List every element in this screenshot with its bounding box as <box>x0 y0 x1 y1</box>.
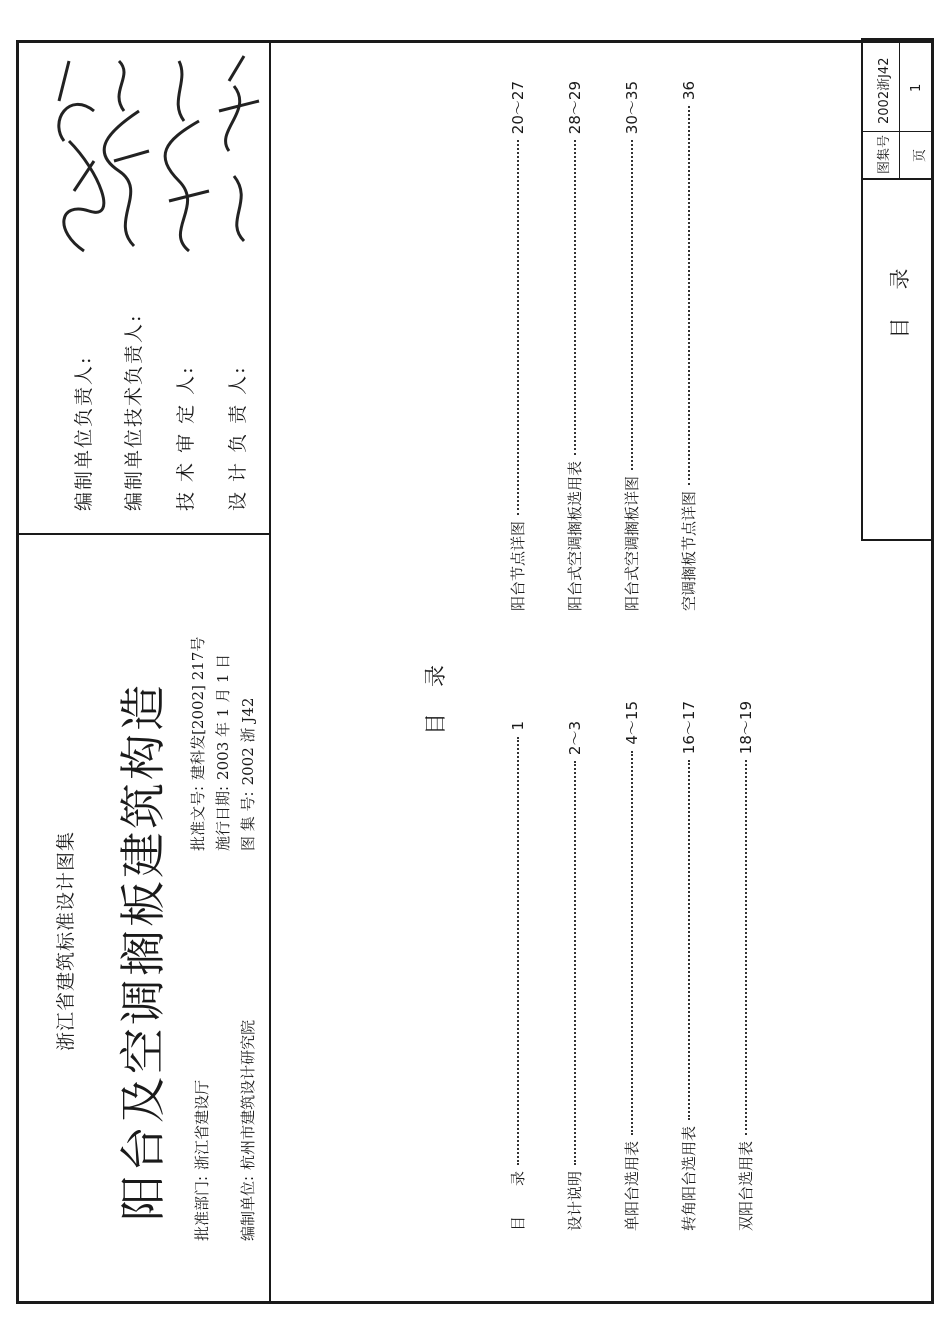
effective-date-value: 2003 年 1 月 1 日 <box>214 653 232 780</box>
toc-item-title: 转角阳台选用表 <box>680 1125 698 1231</box>
toc-leader <box>688 106 690 485</box>
toc-item[interactable] <box>678 81 699 611</box>
effective-date-label: 施行日期: <box>214 785 232 851</box>
toc-item[interactable] <box>621 81 642 611</box>
toc-leader <box>574 140 576 455</box>
toc-item[interactable] <box>735 701 756 1231</box>
toc-item[interactable] <box>564 721 585 1231</box>
toc-item-pages: 30～35 <box>623 81 641 135</box>
sig-role: 设 计 负 责 人: <box>227 365 249 511</box>
sig-row-unit-head <box>69 276 96 511</box>
approval-dept <box>191 1080 212 1241</box>
toc-item-title: 目 录 <box>509 1170 527 1231</box>
toc-item-pages: 1 <box>509 721 527 731</box>
sig-row-reviewer <box>171 276 198 511</box>
toc-item-title: 阳台式空调搁板选用表 <box>566 460 584 611</box>
toc-heading: 目录 <box>424 638 449 735</box>
sheet-title: 目录 <box>887 240 912 339</box>
toc-leader <box>745 760 747 1135</box>
approval-doc <box>187 637 208 851</box>
toc-item-pages: 20～27 <box>509 81 527 135</box>
title-block-meta <box>861 40 934 180</box>
page-value: 1 <box>909 83 924 92</box>
toc-item[interactable] <box>564 81 585 611</box>
compile-unit-label: 编制单位: <box>239 1175 257 1241</box>
toc-item[interactable] <box>507 81 528 611</box>
toc-item-pages: 18～19 <box>737 701 755 755</box>
page-label: 页 <box>913 148 928 162</box>
toc-leader <box>631 751 633 1135</box>
sig-role: 编制单位负责人: <box>73 355 95 511</box>
sig-row-designer <box>223 276 250 511</box>
compile-unit <box>237 1020 258 1241</box>
sig-role: 编制单位技术负责人: <box>123 313 145 511</box>
toc-item[interactable] <box>678 701 699 1231</box>
toc-item-title: 阳台节点详图 <box>509 520 527 611</box>
toc-item-title: 阳台式空调搁板详图 <box>623 475 641 611</box>
toc-item-title: 单阳台选用表 <box>623 1140 641 1231</box>
approval-dept-label: 批准部门: <box>193 1175 211 1241</box>
toc-leader <box>517 737 519 1165</box>
series-name: 浙江省建筑标准设计图集 <box>55 830 77 1051</box>
drawing-sheet <box>16 40 934 1304</box>
atlas-no-label: 图 集 号: <box>239 791 257 851</box>
atlas-value: 2002浙J42 <box>877 57 892 124</box>
main-title: 阳台及空调搁板建筑构造 <box>116 682 170 1221</box>
sig-row-tech-head <box>119 276 146 511</box>
handwritten-signatures <box>39 51 264 261</box>
toc-item-title: 双阳台选用表 <box>737 1140 755 1231</box>
toc-leader <box>631 140 633 470</box>
toc-item-pages: 28～29 <box>566 81 584 135</box>
toc-item[interactable] <box>507 721 528 1231</box>
toc-item[interactable] <box>621 701 642 1231</box>
effective-date <box>212 654 233 851</box>
toc-item-title: 设计说明 <box>566 1170 584 1231</box>
sig-role: 技 术 审 定 人: <box>175 365 197 511</box>
toc-item-pages: 16～17 <box>680 701 698 755</box>
toc-leader <box>688 760 690 1120</box>
toc-leader <box>517 140 519 515</box>
toc-item-title: 空调搁板节点详图 <box>680 490 698 611</box>
approval-doc-label: 批准文号: <box>189 785 207 851</box>
vertical-divider <box>19 533 269 535</box>
compile-unit-value: 杭州市建筑设计研究院 <box>239 1019 257 1170</box>
atlas-no-value: 2002 浙 J42 <box>239 697 257 786</box>
toc-leader <box>574 761 576 1165</box>
toc-item-pages: 4～15 <box>623 701 641 745</box>
toc-item-pages: 36 <box>680 81 698 101</box>
approval-doc-value: 建科发[2002] 217号 <box>189 636 207 780</box>
atlas-label: 图集号 <box>877 134 892 174</box>
toc-item-pages: 2～3 <box>566 721 584 756</box>
atlas-no <box>237 698 258 851</box>
horizontal-divider <box>269 40 271 1301</box>
approval-dept-value: 浙江省建设厅 <box>193 1079 211 1170</box>
